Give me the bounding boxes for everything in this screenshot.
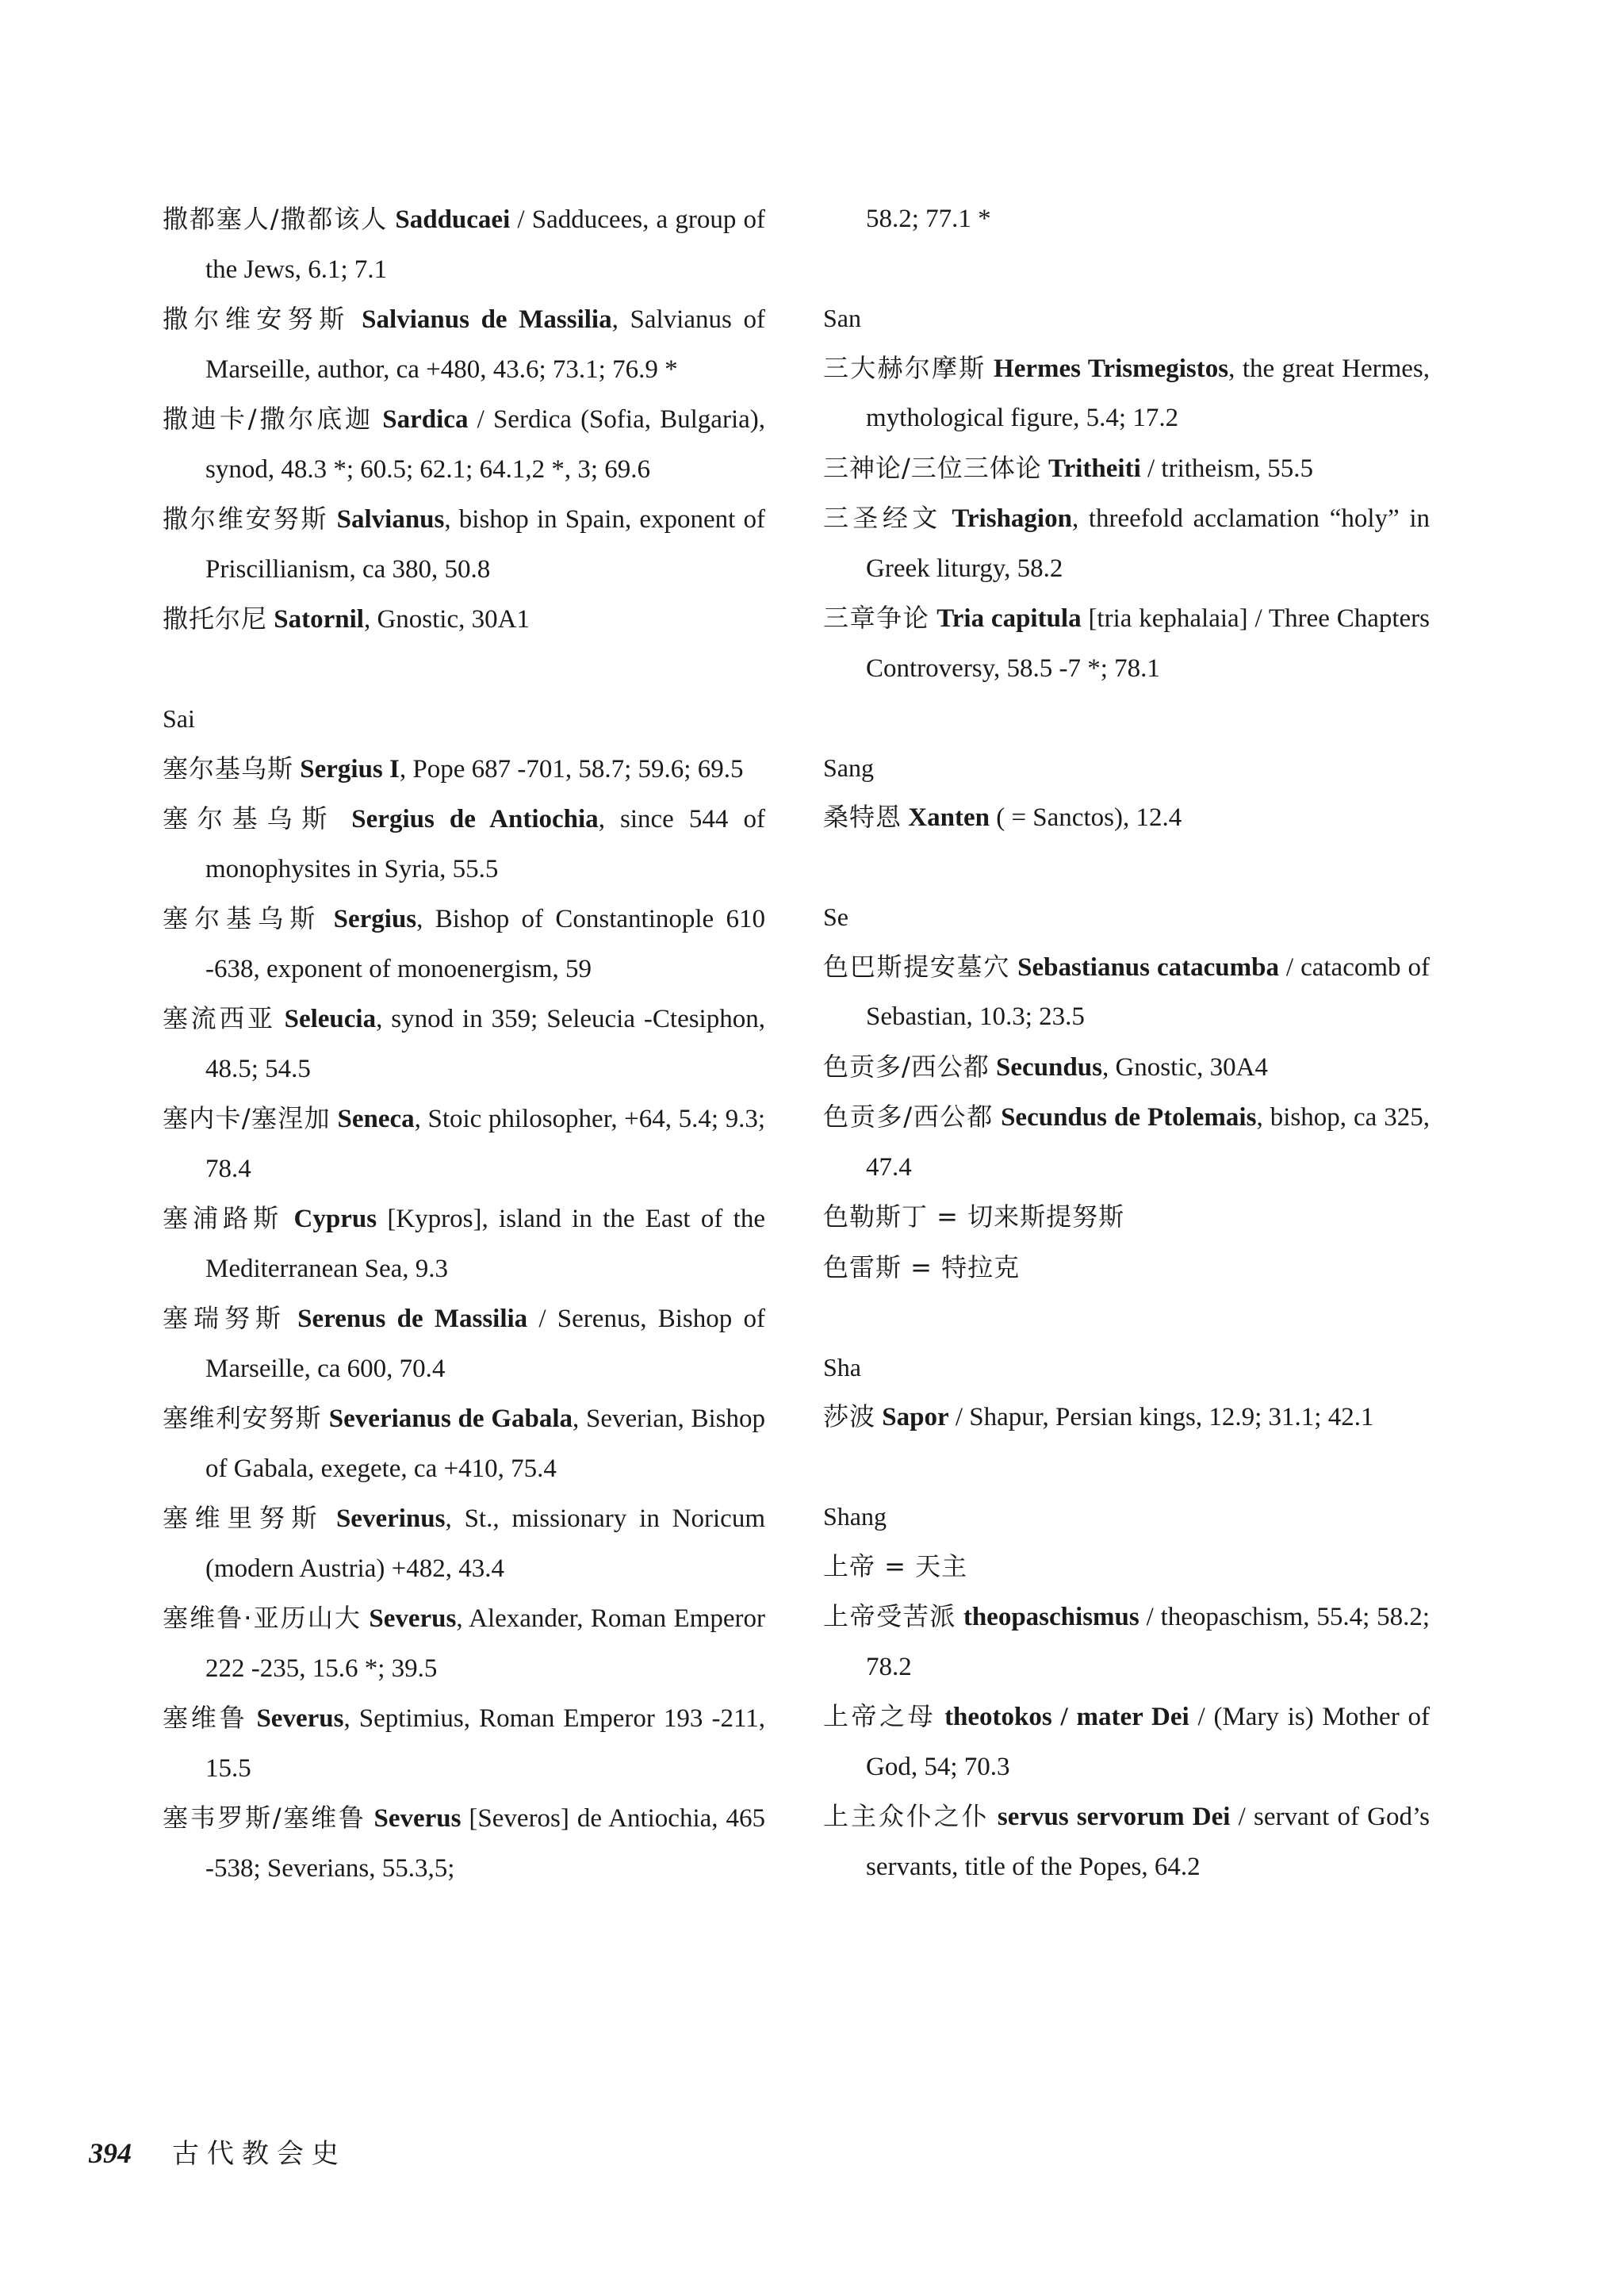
index-entry	[163, 394, 765, 494]
entry-chinese-term: 撒尔维安努斯	[163, 304, 350, 334]
entry-chinese-term: 色贡多/西公都	[823, 1102, 994, 1132]
entry-chinese-term: 色雷斯 = 特拉克	[823, 1251, 1021, 1282]
entry-chinese-term: 桑特恩	[823, 802, 902, 832]
index-entry	[163, 1593, 765, 1693]
entry-chinese-term: 上主众仆之仆	[823, 1801, 990, 1831]
entry-latin-term: Xanten	[908, 803, 990, 832]
entry-latin-term: Severus	[369, 1604, 457, 1633]
entry-latin-term: Sebastianus catacumba	[1017, 952, 1279, 982]
index-entry	[823, 493, 1430, 593]
index-entry	[163, 194, 765, 294]
entry-description: , synod in 359; Seleucia -Ctesiphon, 48.5; 54.5	[205, 1005, 765, 1083]
entry-description: , Stoic philosopher, +64, 5.4; 9.3; 78.4	[205, 1105, 765, 1183]
index-entry	[163, 1293, 765, 1393]
entry-description: / theopaschism, 55.4; 58.2; 78.2	[866, 1603, 1431, 1681]
entry-latin-term: Sergius de Antiochia	[351, 805, 599, 834]
entry-chinese-term: 上帝受苦派	[823, 1601, 956, 1631]
entry-chinese-term: 塞韦罗斯/塞维鲁	[163, 1803, 366, 1833]
index-entry	[163, 1493, 765, 1593]
entry-latin-term: Secundus	[996, 1052, 1102, 1082]
entry-chinese-term: 撒尔维安努斯	[163, 504, 329, 534]
entry-description: / Shapur, Persian kings, 12.9; 31.1; 42.1	[948, 1403, 1374, 1431]
entry-latin-term: Sergius I	[300, 754, 400, 784]
entry-chinese-term: 三圣经文	[823, 503, 942, 533]
index-entry-continuation	[823, 194, 1430, 244]
entry-latin-term: Salvianus de Massilia	[362, 305, 612, 334]
entry-description: [Kypros], island in the East of the Mediterranean Sea, 9.3	[205, 1205, 765, 1283]
entry-latin-term: Severianus de Gabala	[328, 1405, 573, 1433]
index-entry	[163, 1194, 765, 1293]
entry-latin-term: Seneca	[337, 1105, 415, 1133]
entry-chinese-term: 塞浦路斯	[163, 1203, 284, 1233]
entry-chinese-term: 三神论/三位三体论	[823, 452, 1042, 483]
entry-description: / servant of God’s servants, title of the Popes, 64.2	[866, 1803, 1431, 1881]
entry-description: / Serdica (Sofia, Bulgaria), synod, 48.3 *; 60.5; 62.1; 64.1,2 *, 3; 69.6	[205, 405, 765, 484]
entry-latin-term: Seleucia	[284, 1005, 377, 1033]
section-gap	[823, 1443, 1430, 1493]
index-entry	[823, 1042, 1430, 1093]
index-entry	[163, 794, 765, 894]
group-heading: Sha	[823, 1352, 861, 1382]
right-column	[823, 194, 1430, 1891]
entry-latin-term: Tritheiti	[1048, 454, 1141, 483]
entry-description: , bishop in Spain, exponent of Priscillianism, ca 380, 50.8	[205, 505, 765, 584]
entry-latin-term: Tria capitula	[936, 604, 1082, 633]
entry-description: , since 544 of monophysites in Syria, 55.5	[205, 805, 765, 883]
index-entry	[163, 1393, 765, 1493]
entry-latin-term: Severus	[373, 1804, 462, 1833]
entry-chinese-term: 上帝之母	[823, 1701, 936, 1731]
entry-description: / catacomb of Sebastian, 10.3; 23.5	[866, 952, 1430, 1031]
entry-chinese-term: 塞内卡/塞涅加	[163, 1103, 331, 1133]
group-heading: Shang	[823, 1502, 887, 1531]
entry-chinese-term: 塞流西亚	[163, 1003, 276, 1033]
entry-latin-term: Trishagion	[952, 504, 1072, 533]
index-entry	[163, 744, 765, 795]
index-entry	[163, 594, 765, 645]
entry-latin-term: Salvianus	[336, 505, 445, 534]
entry-chinese-term: 色巴斯提安墓穴	[823, 951, 1011, 982]
entry-description: / tritheism, 55.5	[1140, 454, 1313, 483]
group-heading: Sai	[163, 704, 195, 733]
index-entry	[163, 1094, 765, 1194]
entry-chinese-term: 色贡多/西公都	[823, 1051, 990, 1082]
entry-description: , the great Hermes, mythological figure, 5.4; 17.2	[866, 354, 1430, 432]
section-gap	[823, 843, 1430, 893]
entry-latin-term: Sardica	[382, 405, 469, 434]
entry-latin-term: theotokos / mater Dei	[944, 1703, 1189, 1731]
entry-description: , Septimius, Roman Emperor 193 -211, 15.5	[205, 1704, 765, 1783]
index-entry	[823, 1392, 1430, 1443]
group-heading: Se	[823, 902, 848, 931]
page-number: 394	[89, 2137, 132, 2169]
index-entry	[823, 1192, 1430, 1243]
group-heading: San	[823, 304, 861, 332]
index-entry	[823, 942, 1430, 1042]
entry-description: , Alexander, Roman Emperor 222 -235, 15.6 *; 39.5	[205, 1604, 765, 1683]
entry-chinese-term: 撒托尔尼	[163, 604, 268, 634]
index-entry	[823, 792, 1430, 843]
index-entry	[163, 1793, 765, 1893]
index-entry	[823, 443, 1430, 494]
index-entry	[163, 1693, 765, 1793]
section-gap	[823, 1293, 1430, 1343]
entry-description: , St., missionary in Noricum (modern Austria) +482, 43.4	[205, 1504, 765, 1583]
entry-description: [tria kephalaia] / Three Chapters Controversy, 58.5 -7 *; 78.1	[866, 604, 1430, 683]
index-entry	[823, 593, 1430, 693]
entry-chinese-term: 塞尔基乌斯	[163, 753, 294, 784]
entry-latin-term: Cyprus	[293, 1205, 377, 1233]
entry-description: , Bishop of Constantinople 610 -638, exponent of monoenergism, 59	[205, 905, 765, 983]
entry-chinese-term: 上帝 = 天主	[823, 1550, 968, 1581]
entry-description: , Gnostic, 30A1	[363, 605, 530, 634]
entry-latin-term: theopaschismus	[963, 1603, 1139, 1631]
entry-chinese-term: 塞尔基乌斯	[163, 903, 322, 933]
entry-chinese-term: 塞尔基乌斯	[163, 803, 337, 834]
index-entry	[823, 1542, 1430, 1592]
section-gap	[823, 693, 1430, 743]
entry-latin-term: Sergius	[333, 905, 417, 933]
entry-chinese-term: 塞维利安努斯	[163, 1403, 323, 1433]
index-entry	[823, 343, 1430, 443]
group-heading: Sang	[823, 753, 874, 782]
entry-description: [Severos] de Antiochia, 465 -538; Severians, 55.3,5;	[205, 1804, 765, 1883]
entry-chinese-term: 色勒斯丁 = 切来斯提努斯	[823, 1201, 1125, 1232]
entry-latin-term: Hermes Trismegistos	[994, 354, 1229, 383]
entry-latin-term: Secundus de Ptolemais	[1001, 1103, 1257, 1132]
entry-chinese-term: 塞瑞努斯	[163, 1303, 286, 1333]
index-entry	[823, 1092, 1430, 1192]
index-entry	[163, 294, 765, 394]
index-entry	[823, 1592, 1430, 1692]
entry-description: / Serenus, Bishop of Marseille, ca 600, 70.4	[205, 1305, 765, 1383]
entry-chinese-term: 塞维里努斯	[163, 1503, 324, 1533]
entry-chinese-term: 撒都塞人/撒都该人	[163, 204, 389, 234]
entry-description: ( = Sanctos), 12.4	[989, 803, 1182, 832]
entry-chinese-term: 塞维鲁	[163, 1703, 248, 1733]
entry-chinese-term: 塞维鲁·亚历山大	[163, 1603, 362, 1633]
index-entry	[823, 1243, 1430, 1293]
entry-description: 58.2; 77.1 *	[866, 205, 991, 233]
entry-description: , Severian, Bishop of Gabala, exegete, ca +410, 75.4	[205, 1405, 765, 1483]
entry-chinese-term: 撒迪卡/撒尔底迦	[163, 404, 374, 434]
entry-latin-term: Severus	[256, 1704, 344, 1733]
entry-latin-term: Severinus	[335, 1504, 446, 1533]
entry-chinese-term: 莎波	[823, 1401, 876, 1431]
index-entry	[163, 894, 765, 994]
page-footer	[89, 2133, 347, 2174]
index-entry	[823, 1692, 1430, 1792]
index-entry	[163, 994, 765, 1094]
entry-latin-term: Sadducaei	[395, 205, 511, 234]
entry-description: , Pope 687 -701, 58.7; 59.6; 69.5	[399, 754, 744, 784]
book-title: 古代教会史	[172, 2138, 347, 2170]
entry-latin-term: Sapor	[882, 1403, 949, 1431]
section-gap	[823, 244, 1430, 294]
section-gap	[163, 645, 765, 695]
entry-latin-term: Serenus de Massilia	[297, 1305, 528, 1333]
entry-description: , bishop, ca 325, 47.4	[866, 1103, 1430, 1182]
entry-description: , Gnostic, 30A4	[1101, 1052, 1268, 1082]
left-column	[163, 194, 765, 1893]
entry-description: / Sadducees, a group of the Jews, 6.1; 7.1	[205, 205, 765, 284]
entry-chinese-term: 三章争论	[823, 603, 930, 633]
entry-description: , threefold acclamation “holy” in Greek liturgy, 58.2	[866, 504, 1430, 583]
index-entry	[163, 494, 765, 594]
entry-description: , Salvianus of Marseille, author, ca +480, 43.6; 73.1; 76.9 *	[205, 305, 765, 384]
entry-description: / (Mary is) Mother of God, 54; 70.3	[866, 1703, 1430, 1781]
index-entry	[823, 1792, 1430, 1891]
entry-latin-term: Satornil	[274, 605, 364, 634]
entry-chinese-term: 三大赫尔摩斯	[823, 352, 986, 383]
entry-latin-term: servus servorum Dei	[997, 1803, 1231, 1831]
